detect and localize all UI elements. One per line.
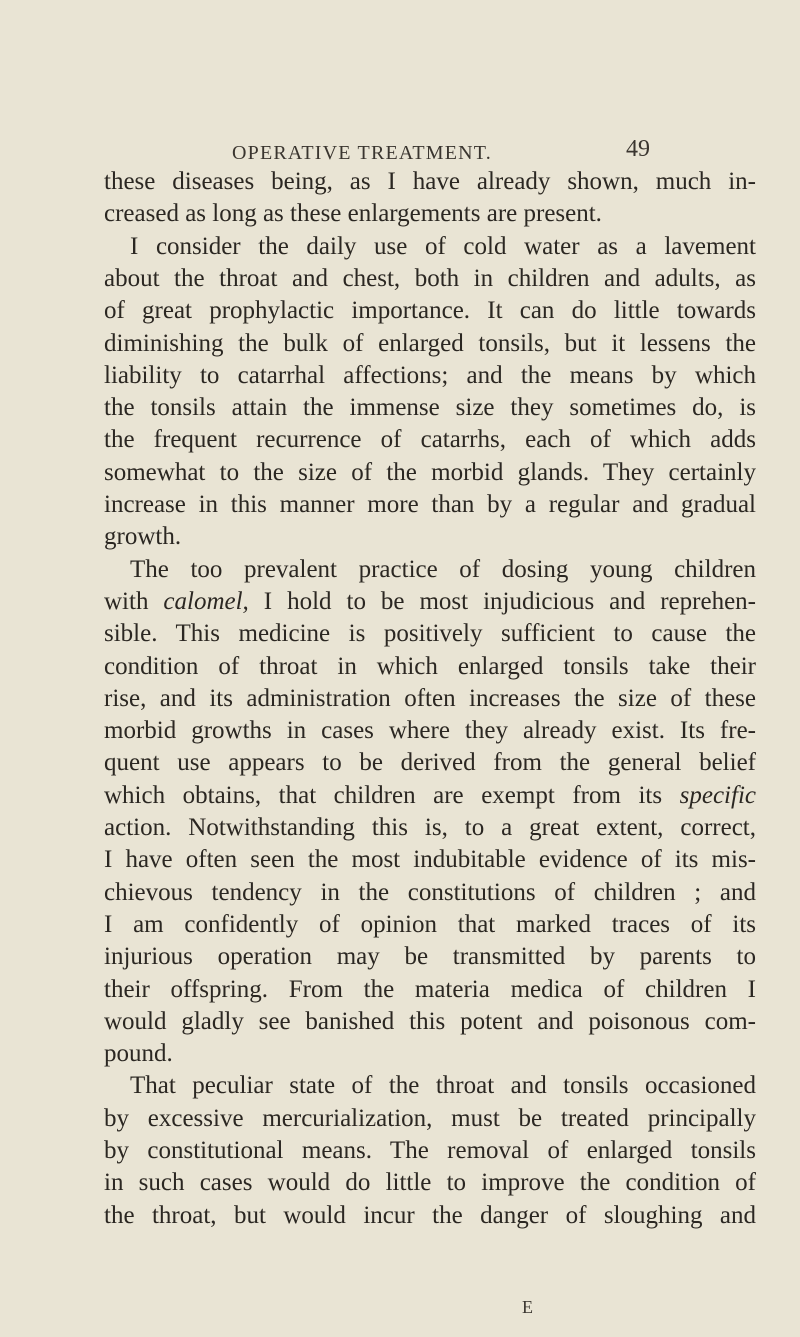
text-line: diminishing the bulk of enlarged tonsils, but it lessens the <box>104 329 756 357</box>
text-line: the tonsils attain the immense size they sometimes do, is <box>104 394 756 422</box>
text-line: increase in this manner more than by a regular and gradual <box>104 491 756 518</box>
text-line: pound. <box>104 1040 173 1068</box>
text-line: I am confidently of opinion that marked traces of its <box>104 910 756 938</box>
text-line: I consider the daily use of cold water as a lavement <box>130 232 756 260</box>
text-line: I have often seen the most indubitable evidence of its mis- <box>104 846 756 874</box>
text-line: of great prophylactic importance. It can do little towards <box>104 297 756 325</box>
text-line: condition of throat in which enlarged tonsils take their <box>104 652 756 680</box>
text-run: which obtains, that children are exempt from its <box>104 781 680 809</box>
text-line: liability to catarrhal affections; and the means by which <box>104 361 756 389</box>
text-line: would gladly see banished this potent and poisonous com- <box>104 1007 756 1035</box>
text-line: about the throat and chest, both in children and adults, as <box>104 264 756 292</box>
text-run: with <box>104 587 164 615</box>
text-line: action. Notwithstanding this is, to a great extent, correct, <box>104 814 756 841</box>
text-line: quent use appears to be derived from the general belief <box>104 749 756 777</box>
italic-term: specific <box>679 781 756 809</box>
page-number: 49 <box>626 136 650 162</box>
text-line: That peculiar state of the throat and tonsils occasioned <box>130 1072 756 1100</box>
text-line: these diseases being, as I have already shown, much in- <box>104 168 756 195</box>
text-line <box>104 781 756 811</box>
text-line: the throat, but would incur the danger of sloughing and <box>104 1201 756 1229</box>
text-line: sible. This medicine is positively sufficient to cause the <box>104 620 756 648</box>
text-run: I hold to be most injudicious and reprehen- <box>248 587 756 615</box>
italic-term: calomel, <box>163 587 249 615</box>
text-line: injurious operation may be transmitted by parents to <box>104 943 756 971</box>
text-line <box>104 587 756 617</box>
text-line: rise, and its administration often increases the size of these <box>104 684 756 712</box>
text-line: The too prevalent practice of dosing young children <box>130 555 756 583</box>
text-line: the frequent recurrence of catarrhs, each of which adds <box>104 426 756 454</box>
text-line: by constitutional means. The removal of enlarged tonsils <box>104 1137 756 1164</box>
text-line: somewhat to the size of the morbid glands. They certainly <box>104 458 756 486</box>
running-head: OPERATIVE TREATMENT. <box>232 142 492 164</box>
text-line: growth. <box>104 523 182 551</box>
text-line: their offspring. From the materia medica of children I <box>104 975 756 1003</box>
text-line: chievous tendency in the constitutions of children ; and <box>104 878 756 906</box>
text-line: creased as long as these enlargements are present. <box>104 200 602 228</box>
text-line: morbid growths in cases where they already exist. Its fre- <box>104 717 756 745</box>
text-line: in such cases would do little to improve the condition of <box>104 1169 756 1197</box>
signature-mark: E <box>522 1297 533 1317</box>
text-line: by excessive mercurialization, must be treated principally <box>104 1104 756 1132</box>
